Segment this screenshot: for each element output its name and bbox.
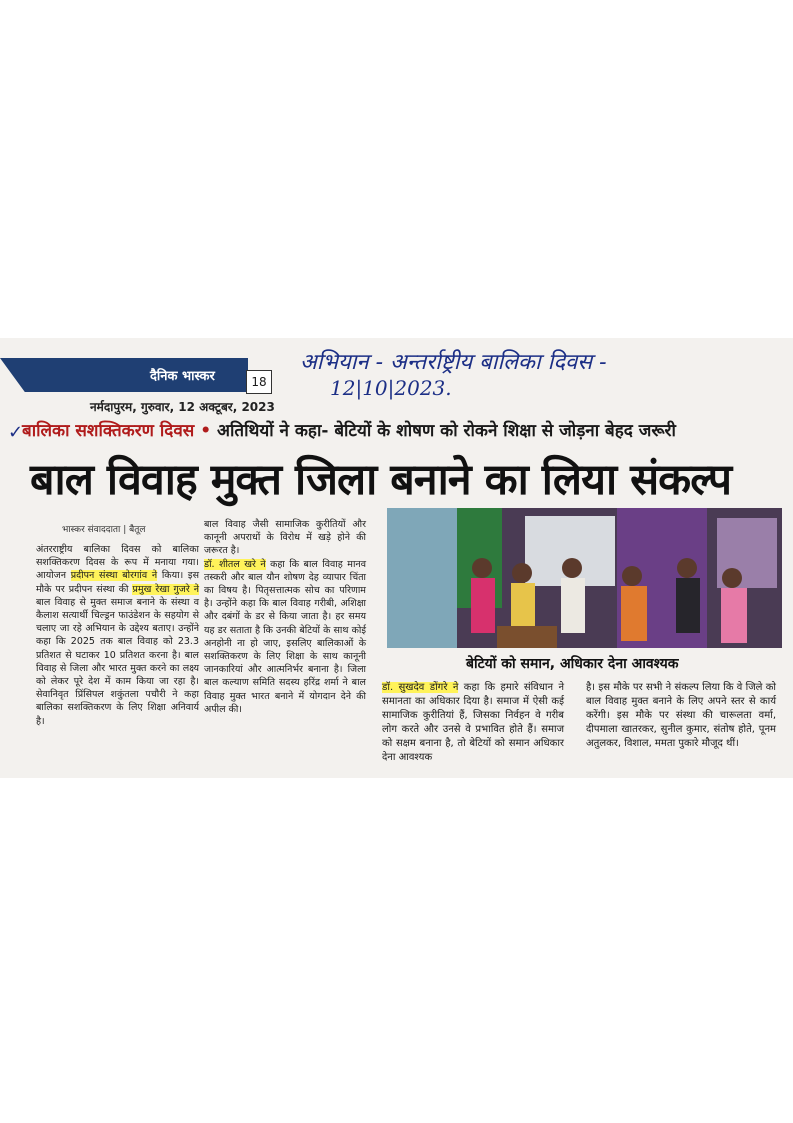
c1-post: बाल विवाह से मुक्त समाज बनाने के संस्था व कैलाश सत्यार्थी चिल्ड्रन फाउंडेशन के सहयोग से चलाए जा रहे अभियान के उद्देश्य बताए। उन्होंने कहा कि 2025 तक बाल विवाह को 23.3 प्रतिशत से घटाकर 10 प्रतिशत करना है। बाल विवाह से जिला और भारत मुक्त करने का लक्ष्य को लेकर पूरे देश में काम किया जा रहा है। सेवानिवृत प्रिंसिपल शकुंतला पचौरी ने कहा बालिका सशक्तिकरण के लिए शिक्षा अनिवार्य है। bbox=[36, 596, 199, 727]
kicker-line bbox=[22, 418, 676, 441]
dateline: नर्मदापुरम, गुरुवार, 12 अक्टूबर, 2023 bbox=[90, 400, 275, 414]
article-column-1 bbox=[36, 543, 199, 728]
c3-post: कहा कि हमारे संविधान ने समानता का अधिकार दिया है। समाज में ऐसी कई सामाजिक कुरीतियां हैं, जिसका निर्वहन वे गरीब लोग करते और उनसे वे प्रभावित होते हैं। समाज को सक्षम बनाना है, तो बेटियों को समान अधिकार देना आवश्यक bbox=[382, 682, 564, 763]
column-4-paragraph: है। इस मौके पर सभी ने संकल्प लिया कि वे जिले को बाल विवाह मुक्त बनाने के लिए अपने स्तर से कार्य करेंगी। इस मौके पर संस्था की चारूलता वर्मा, दीपमाला खातरकर, सुनील कुमार, संतोष होते, पूनम अतुलकर, विशाल, ममता पुकारे मौजूद थीं। bbox=[586, 682, 776, 749]
c2-post: कहा कि बाल विवाह मानव तस्करी और बाल यौन शोषण देह व्यापार चिंता का विषय है। पितृसत्तात्मक सोच का परिणाम है। उन्होंने कहा कि बाल विवाह गरीबी, अशिक्षा और दबंगों के डर से किया जाता है। हर समय यह डर सताता है कि उनकी बेटियों के साथ कोई अनहोनी ना हो जाए, इसलिए बालिकाओं के सशक्तिकरण के लिए शिक्षा के साथ कानूनी जानकारियां और आत्मनिर्भर बनाना है। जिला बाल कल्याण समिति सदस्य हरिंद्र शर्मा ने बाल विवाह मुक्त भारत बनाने में योगदान देने की अपील की। bbox=[204, 558, 366, 715]
kicker-separator: • bbox=[200, 421, 212, 441]
event-photo bbox=[387, 508, 782, 648]
kicker-topic: बालिका सशक्तिकरण दिवस bbox=[22, 421, 195, 441]
highlight-rekha-gujre: प्रमुख रेखा गुजरे ने bbox=[132, 583, 199, 595]
photo-caption: बेटियों को समान, अधिकार देना आवश्यक bbox=[466, 656, 679, 672]
column-2-paragraph-1: बाल विवाह जैसी सामाजिक कुरीतियों और कानूनी अपराधों के विरोध में खड़े होने की जरूरत है। bbox=[204, 519, 366, 557]
kicker-text: अतिथियों ने कहा- बेटियों के शोषण को रोकने शिक्षा से जोड़ना बेहद जरूरी bbox=[216, 421, 676, 441]
column-2-paragraph-2 bbox=[204, 558, 366, 716]
highlight-pradipan: प्रदीपन संस्था बोरगांव ने bbox=[70, 570, 158, 582]
article-column-3 bbox=[382, 681, 564, 765]
highlight-sheetal-khare: डॉ. शीतल खरे ने bbox=[204, 558, 266, 570]
newspaper-clipping bbox=[0, 338, 793, 778]
newspaper-name: दैनिक भास्कर bbox=[150, 369, 215, 384]
headline: बाल विवाह मुक्त जिला बनाने का लिया संकल्प bbox=[30, 455, 732, 505]
article-column-2 bbox=[204, 518, 366, 716]
article-column-4 bbox=[586, 681, 776, 751]
event-photo-image bbox=[387, 508, 782, 648]
masthead bbox=[0, 358, 275, 416]
c1-mid: किया। इस मौके पर प्रदीपन संस्था की bbox=[36, 570, 199, 595]
checkmark-icon: ✓ bbox=[8, 422, 24, 443]
handwritten-note-line2: 12|10|2023. bbox=[330, 376, 452, 400]
highlight-sukhdev-dongre: डॉ. सुखदेव डोंगरे ने bbox=[382, 682, 459, 693]
byline: भास्कर संवाददाता | बैतूल bbox=[62, 525, 146, 535]
c1-pre: अंतरराष्ट्रीय बालिका दिवस को बालिका सशक्तिकरण दिवस के रूप में मनाया गया। आयोजन bbox=[36, 544, 199, 582]
column-3-paragraph bbox=[382, 681, 564, 765]
column-1-paragraph bbox=[36, 543, 199, 728]
page-number: 18 bbox=[246, 370, 272, 394]
handwritten-note-line1: अभियान - अन्तर्राष्ट्रीय बालिका दिवस - bbox=[300, 350, 607, 375]
